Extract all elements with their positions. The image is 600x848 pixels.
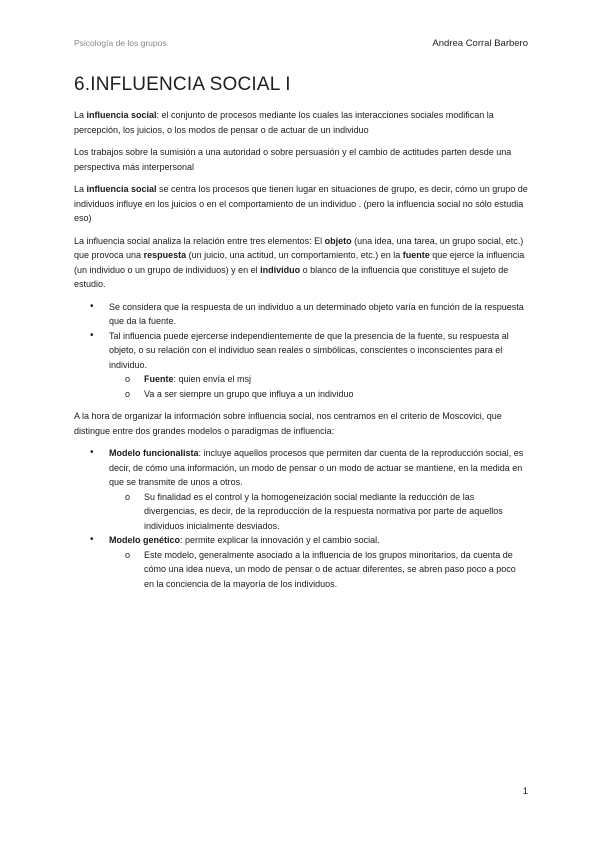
sub-list-item: o Fuente: quien envía el msj (109, 372, 528, 387)
sub-list-item: o Va a ser siempre un grupo que influya a un individuo (109, 387, 528, 402)
sub-list (109, 490, 528, 534)
bullet-list-response (74, 300, 528, 402)
page-number: 1 (522, 786, 528, 797)
list-item-modelo-funcionalista: • Modelo funcionalista: incluye aquellos procesos que permiten dar cuenta de la reproducción social, es decir, de cómo una información, un modo de pensar o un modo de actuar se mantiene, en la medida en que se transmite de unos a otros. o Su finalidad es el control y la homogeneización social mediante la reducción de las divergencias, es decir, de la reproducción de la respuesta normativa por parte de aquellos individuos inicialmente desviados. (74, 446, 528, 533)
term-fuente: fuente (402, 250, 430, 260)
header-course-title: Psicología de los grupos (74, 38, 167, 48)
paragraph-group-focus: La influencia social se centra los procesos que tienen lugar en situaciones de grupo, es decir, cómo un grupo de individuos influye en los juicios o en el comportamiento de un individuo . (pero la influencia social no sólo estudia eso) (74, 184, 528, 223)
paragraph-moscovici: A la hora de organizar la información sobre influencia social, nos centramos en el criterio de Moscovici, que distingue entre dos grandes modelos o paradigmas de influencia: (74, 411, 502, 436)
page-header (74, 38, 528, 49)
document-body (74, 108, 528, 599)
term-respuesta: respuesta (143, 250, 187, 260)
term-influencia-social-2: influencia social (86, 184, 157, 194)
sub-list (109, 372, 528, 401)
list-item: • Tal influencia puede ejercerse independientemente de que la presencia de la fuente, su respuesta al objeto, o su relación con el individuo sean reales o simbólicas, conscientes o inconscientes para el individuo. o Fuente: quien envía el msj o Va a ser siempre un grupo que influya a un individuo (74, 329, 528, 402)
header-author: Andrea Corral Barbero (432, 38, 528, 49)
paragraph-elements: La influencia social analiza la relación entre tres elementos: El objeto (una idea, una tarea, un grupo social, etc.) que provoca una respuesta (un juicio, una actitud, un comportamiento, etc.) en la fuente que ejerce la influencia (un individuo o un grupo de individuos) y en el individuo o blanco de la influencia que constituye el sujeto de estudio. (74, 235, 525, 289)
sub-list-item: o Su finalidad es el control y la homogeneización social mediante la reducción de las divergencias, es decir, de la reproducción de la respuesta normativa por parte de aquellos individuos inicialmente desviados. (109, 490, 528, 534)
term-objeto: objeto (324, 235, 352, 246)
paragraph-definition: La influencia social: el conjunto de procesos mediante los cuales las interacciones sociales modifican la percepción, los juicios, o los modos de pensar o de actuar de un individuo (74, 110, 494, 135)
sub-list-item: o Este modelo, generalmente asociado a la influencia de los grupos minoritarios, da cuenta de cómo una idea nueva, un modo de pensar o de actuar diferentes, se abren paso poco a poco en la conciencia de la mayoría de los individuos. (109, 548, 528, 592)
term-influencia-social: influencia social (86, 110, 157, 120)
sub-list (109, 548, 528, 592)
list-item: • Se considera que la respuesta de un individuo a un determinado objeto varía en función de la respuesta que da la fuente. (74, 300, 528, 329)
list-item-modelo-genetico: • Modelo genético: permite explicar la innovación y el cambio social. o Este modelo, generalmente asociado a la influencia de los grupos minoritarios, da cuenta de cómo una idea nueva, un modo de pensar o de actuar diferentes, se abren paso poco a poco en la conciencia de la mayoría de los individuos. (74, 533, 528, 591)
paragraph-interpersonal: Los trabajos sobre la sumisión a una autoridad o sobre persuasión y el cambio de actitudes parten desde una perspectiva más interpersonal (74, 147, 512, 172)
term-individuo: individuo (260, 264, 301, 275)
bullet-list-models (74, 446, 528, 591)
section-title: 6.INFLUENCIA SOCIAL I (74, 74, 291, 95)
